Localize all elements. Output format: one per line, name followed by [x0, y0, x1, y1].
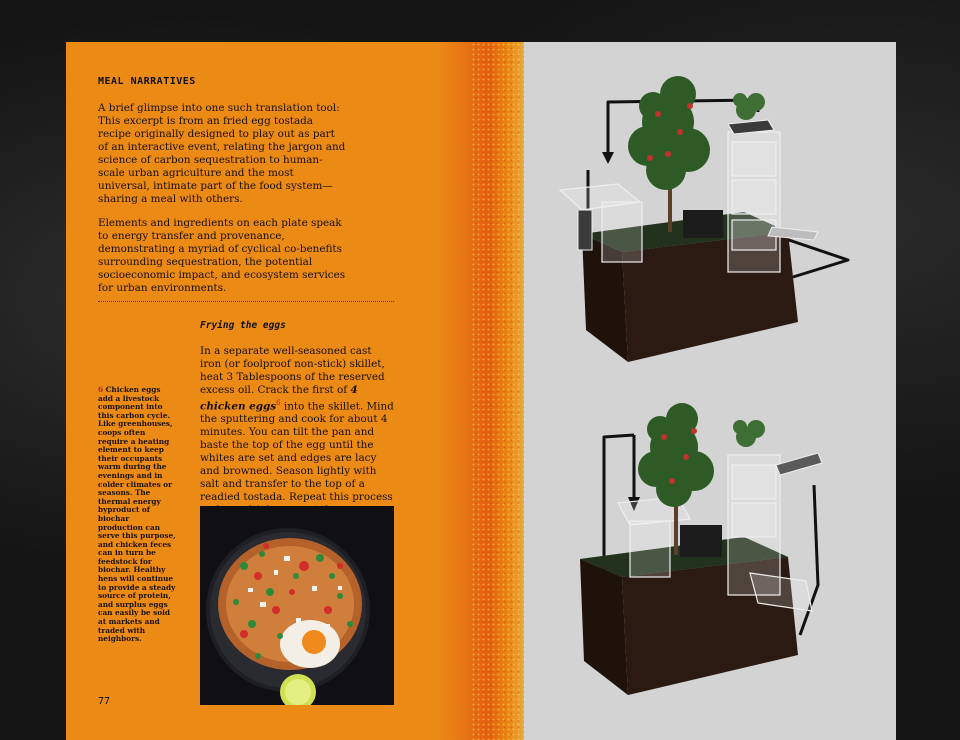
- dotted-divider: [98, 301, 394, 302]
- fried-egg-tostada-photo: [200, 506, 394, 705]
- footnote-reference: 6: [276, 399, 281, 407]
- recipe-heading: Frying the eggs: [200, 320, 286, 331]
- sidenote-text: Chicken eggs add a livestock component into this carbon cycle. Like greenhouses, coops often require a heating element to keep their occupants warm during the evenings and in colder climates or seasons. The thermal energy byproduct of biochar production can serve this purpose, and chicken feces can in turn be feedstock for biochar. Healthy hens will continue to provide a steady source of protein, and surplus eggs can easily be sold at markets and traded with neighbors.: [98, 385, 176, 644]
- urban-farm-module-open-illustration: [518, 385, 858, 709]
- sidenote: [98, 386, 176, 644]
- recipe-text-after: into the skillet. Mind the sputtering and cook for about 4 minutes. You can tilt the pan and baste the top of the egg until the whites are set and edges are lacy and browned. Season lightly with salt and transfer to the top of a readied tostada. Repeat this process: [200, 400, 394, 504]
- recipe-emphasis: 4 chicken eggs: [200, 384, 358, 413]
- sidenote-marker: 6: [98, 385, 104, 394]
- recipe-paragraph: [200, 345, 396, 530]
- page-number: 77: [98, 696, 111, 707]
- intro-paragraph: A brief glimpse into one such translation tool: This excerpt is from an fried egg tostada recipe originally designed to play out as part of an interactive event, relating the jargon and science of carbon sequestration to human-scale urban agriculture and the most universal, intimate part of the food system—sharing a meal with others.: [98, 102, 346, 205]
- second-paragraph: Elements and ingredients on each plate speak to energy transfer and provenance, demonstrating a myriad of cyclical co-benefits surrounding sequestration, the potential socioeconomic impact, and ecosystem services for urban environments.: [98, 217, 346, 294]
- recipe-text-before: In a separate well-seasoned cast iron (or foolproof non-stick) skillet, heat 3 Tablespoons of the reserved excess oil. Crack the first of: [200, 345, 385, 396]
- section-label: MEAL NARRATIVES: [98, 76, 196, 87]
- urban-farm-module-closed-illustration: [518, 62, 858, 376]
